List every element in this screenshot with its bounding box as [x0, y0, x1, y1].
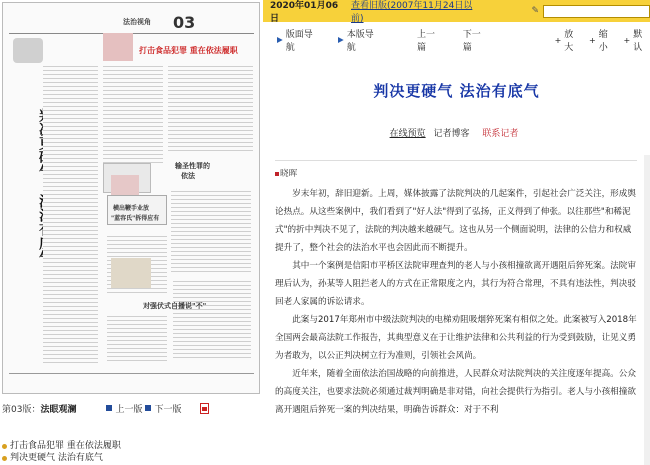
- prev-page-icon: [106, 405, 112, 411]
- article-list: [2, 440, 260, 464]
- next-article-button[interactable]: 下一篇: [462, 30, 481, 53]
- layout-nav-button[interactable]: 版面导航: [277, 27, 320, 53]
- thumb-box5: 对强伏式自播说"不": [143, 302, 207, 310]
- next-page-link[interactable]: 下一版: [154, 404, 182, 415]
- newspaper-page-thumbnail[interactable]: [2, 2, 260, 394]
- prev-article-button[interactable]: 上一篇: [416, 30, 435, 53]
- article-nav: [263, 30, 650, 53]
- default-size-button[interactable]: + 默认: [623, 30, 643, 53]
- author-line: [275, 165, 637, 183]
- page-nav-button[interactable]: 本版导航: [338, 27, 381, 53]
- paragraph: 此案与2017年郑州市中级法院判决的电梯劝阻吸烟猝死案有相似之处。此案被写入2018年全国两会最高法院工作报告，其典型意义在于让维护法律和公共利益的行为受到鼓励，让见义勇为者敢为，以公正判决树立行为准则，引领社会风尚。: [275, 315, 637, 361]
- bullet-icon: [2, 444, 7, 449]
- page-name: 法眼观澜: [40, 404, 77, 415]
- paragraph: 其中一个案例是信阳市平桥区法院审理查判的老人与小孩相撞欲离开遇阻后猝死案。法院审理后认为，孙某等人阻拦老人的方式在正常限度之内，其行为符合常理，不具有违法性，判决驳回老人家属的诉讼请求。: [275, 261, 636, 307]
- article-body: [275, 160, 637, 419]
- search-icon: ✎: [531, 6, 539, 16]
- top-date-bar: [263, 0, 650, 22]
- search-input[interactable]: [543, 5, 650, 18]
- illustration-icon: [103, 33, 133, 61]
- issue-date: 2020年01月06日: [270, 1, 339, 24]
- zoom-out-button[interactable]: + 缩小: [589, 30, 608, 53]
- left-panel: [0, 0, 262, 465]
- article-meta: [263, 126, 650, 139]
- zoom-in-button[interactable]: + 放大: [554, 30, 574, 53]
- history-link[interactable]: 查看旧版(2007年11月24日以前): [351, 1, 473, 24]
- paragraph: 近年来，随着全面依法治国战略的向前推进，人民群众对法院判决的关注度逐年提高。公众的高度关注，也要求法院必须通过裁判明确是非对错，向社会提供行为指引。老人与小孩相撞欲离开遇阻后猝死一案的判决结果，明确告诉群众：对于不利: [275, 369, 636, 415]
- thumb-box3: 横出鞭手业放: [113, 205, 150, 212]
- thumb-box1: 输圣性罪的: [175, 162, 210, 170]
- paragraph: 岁末年初，辞旧迎新。上周，媒体披露了法院判决的几起案件，引起社会广泛关注，形成舆论热点。从这些案例中，我们看到了"好人法"得到了弘扬，正义得到了伸张。以往那些"和稀泥式"的折中判决不见了，法院的判决越来越硬气。这也从另一个侧面说明，法律的公信力和权威提升了，整个社会的法治水平也会因此而不断提升。: [275, 189, 636, 253]
- bullet-icon: [2, 456, 7, 461]
- thumb-page-number: 03: [173, 13, 196, 32]
- arrow-icon: [338, 37, 344, 43]
- contact-reporter[interactable]: 联系记者: [482, 129, 519, 139]
- author-icon: [275, 172, 279, 176]
- author-name: 晓晖: [280, 169, 298, 179]
- scrollbar[interactable]: [644, 155, 650, 465]
- thumb-section-name: 法治视角: [123, 18, 151, 26]
- illustration-icon: [13, 38, 43, 63]
- pdf-icon[interactable]: [200, 403, 209, 414]
- thumb-box4: "蓝容氏"拆得应有: [111, 215, 160, 222]
- page-nav-bar: [2, 398, 260, 418]
- reporter-blog[interactable]: 记者博客: [433, 129, 470, 139]
- article-title: 判决更硬气 法治有底气: [373, 82, 540, 100]
- illustration-icon: [111, 258, 151, 288]
- online-preview-link[interactable]: 在线预览: [389, 129, 426, 139]
- next-page-icon: [145, 405, 151, 411]
- thumb-box2: 依法: [181, 172, 195, 180]
- thumb-headline: 打击食品犯罪 重在依法履职: [139, 46, 238, 55]
- list-item[interactable]: 判决更硬气 法治有底气: [2, 452, 260, 464]
- prev-page-link[interactable]: 上一版: [115, 404, 143, 415]
- page-label: 第03版：: [2, 404, 41, 415]
- list-item[interactable]: 打击食品犯罪 重在依法履职: [2, 440, 260, 452]
- arrow-icon: [277, 37, 283, 43]
